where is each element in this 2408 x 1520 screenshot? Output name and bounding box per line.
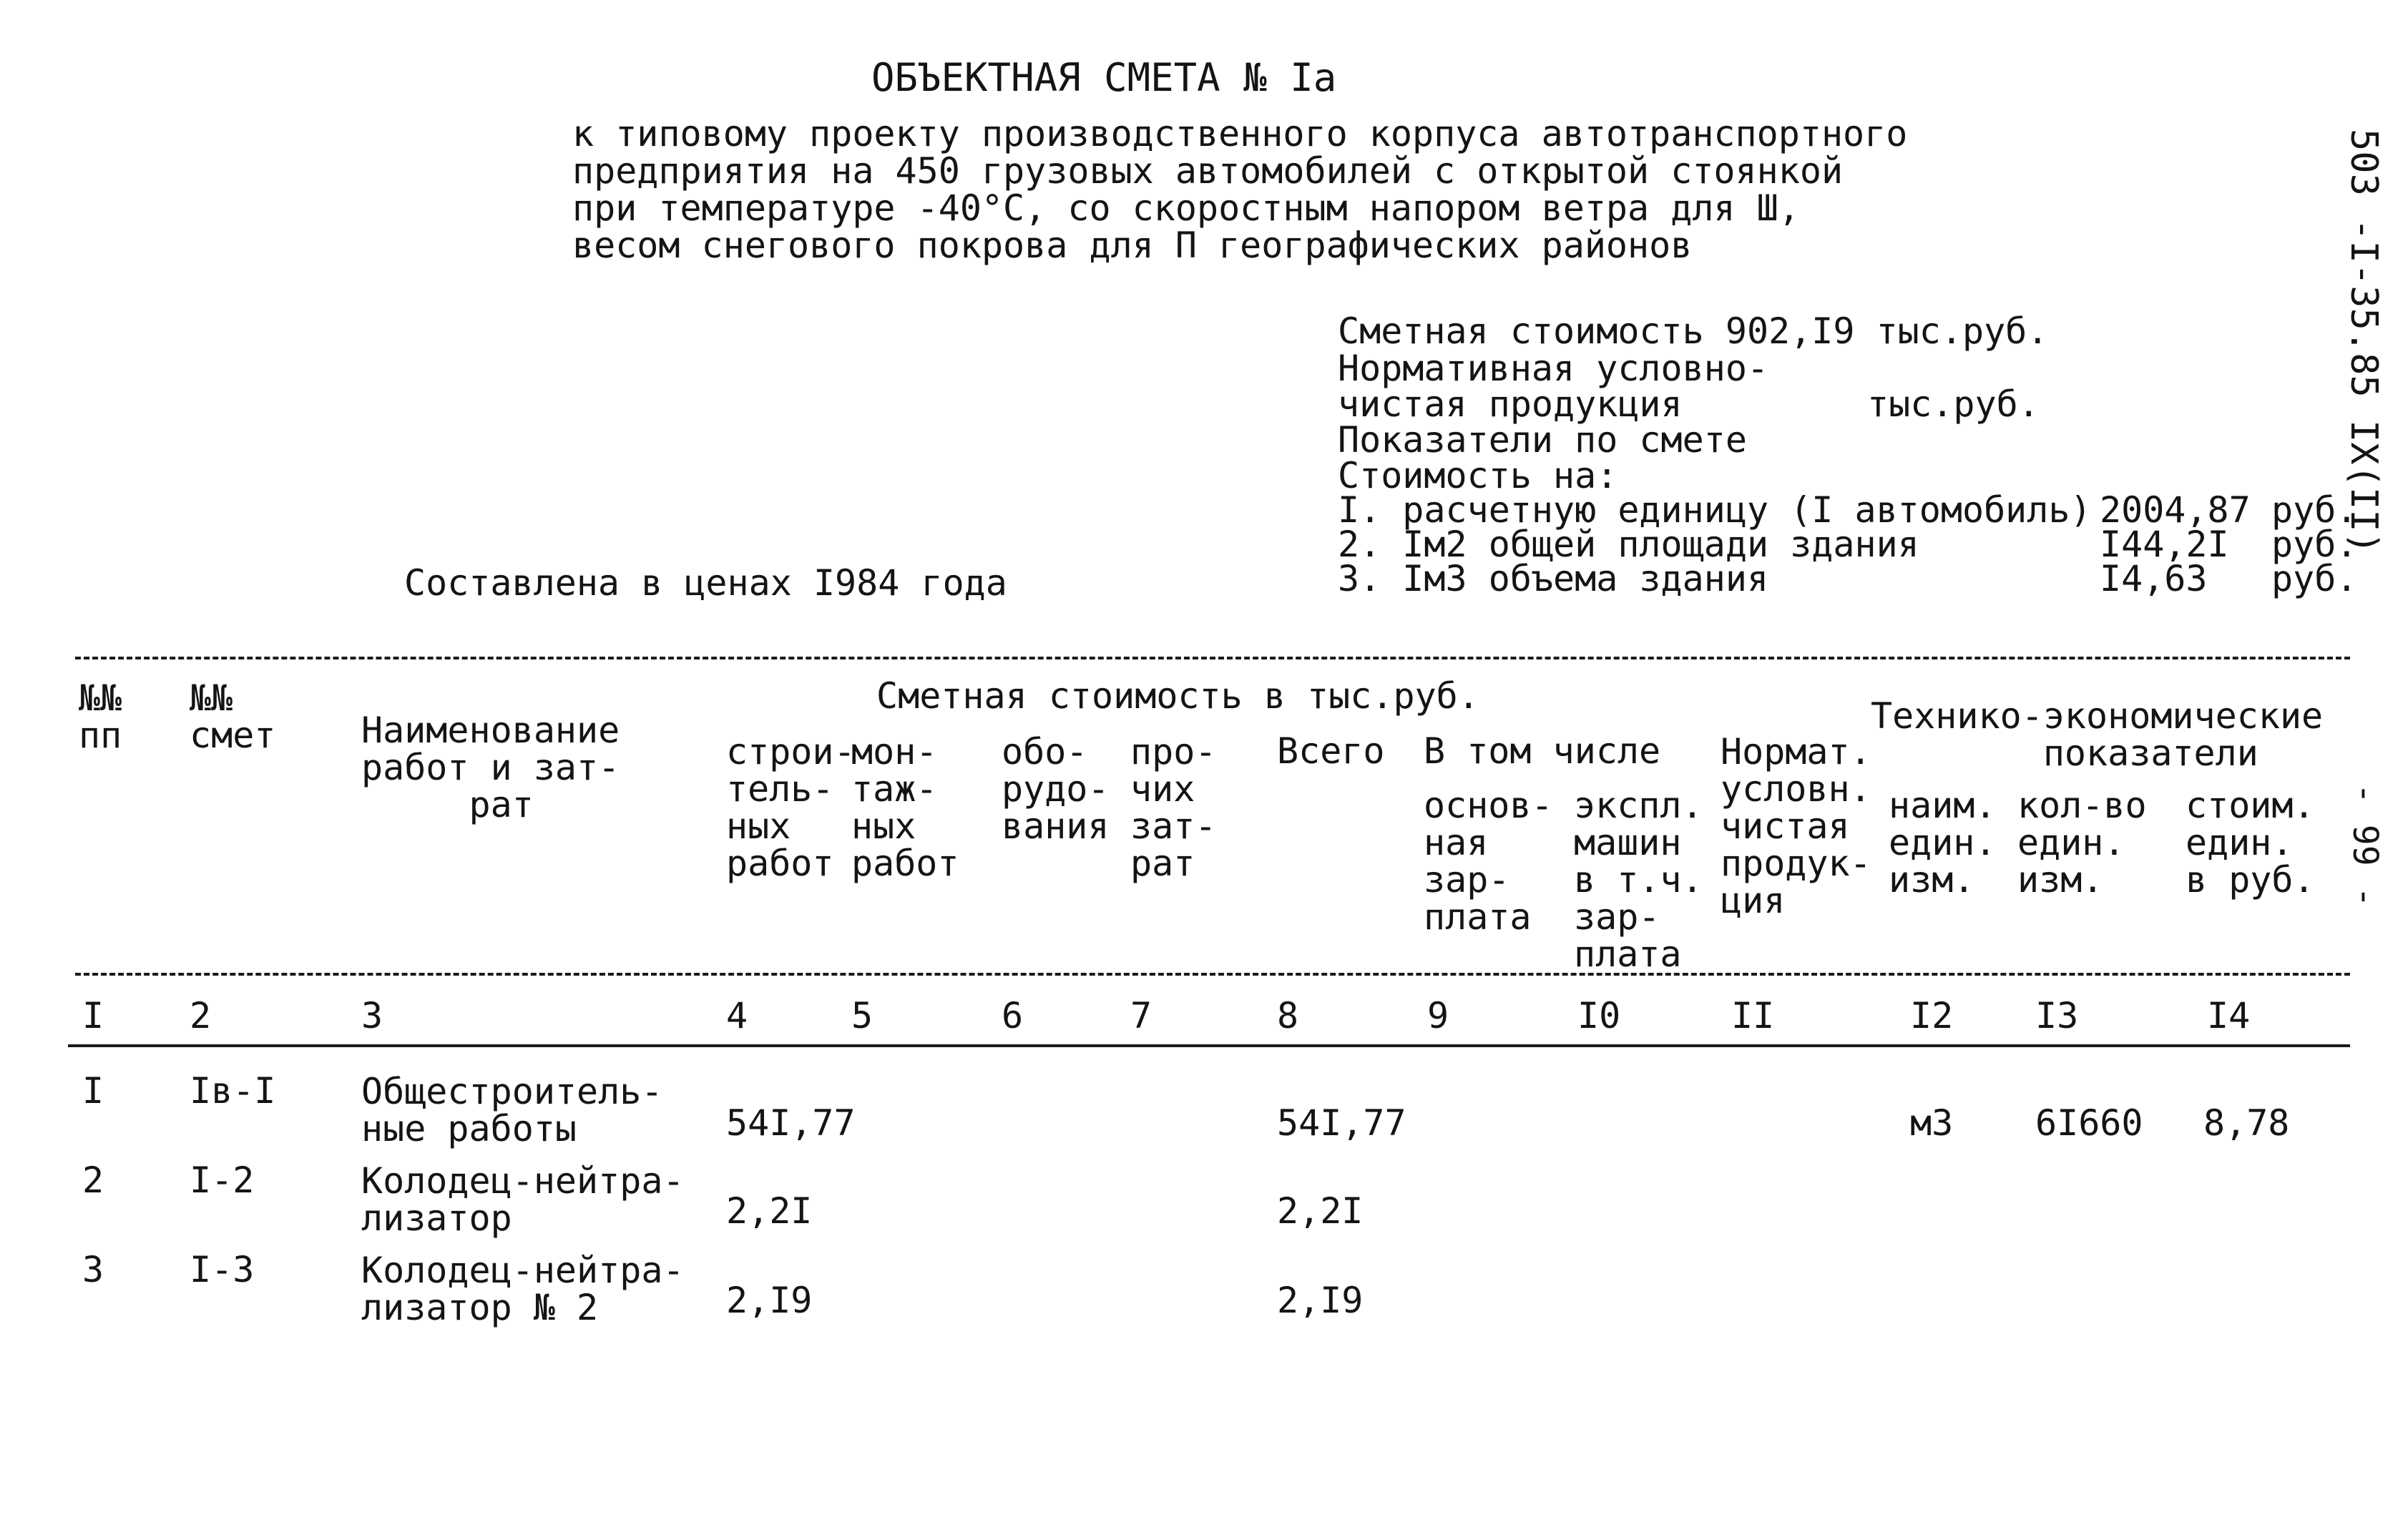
subtitle-line-1: к типовому проекту производственного корпуса автотранспортного — [572, 113, 1908, 155]
table-row-estimate: I-2 — [190, 1159, 255, 1201]
table-row-name: Колодец-нейтра- лизатор № 2 — [361, 1250, 685, 1328]
subtitle-line-4: весом снегового покрова для П географических районов — [572, 225, 1693, 266]
header-row-number: №№ пп — [79, 677, 122, 756]
table-row-number: I — [82, 1070, 104, 1112]
column-number: I — [82, 995, 104, 1036]
column-number: I3 — [2035, 995, 2079, 1036]
header-bottom-rule — [75, 973, 2350, 976]
indicator-value: I4,63 — [2100, 558, 2208, 599]
subtitle-line-2: предприятия на 450 грузовых автомобилей с открытой стоянкой — [572, 150, 1844, 192]
header-base-salary: основ- ная зар- плата — [1424, 785, 1553, 938]
indicator-label: 2. Iм2 общей площади здания — [1338, 524, 1919, 565]
column-number: I0 — [1577, 995, 1621, 1036]
header-tech-econ-group: Технико-экономические показатели — [1871, 695, 2324, 774]
indicator-unit: руб. — [2271, 489, 2358, 531]
header-unit-quantity: кол-во един. изм. — [2017, 785, 2147, 901]
normative-unit: тыс.руб. — [1867, 383, 2040, 425]
header-cost-group: Сметная стоимость в тыс.руб. — [876, 675, 1479, 717]
table-row-number: 2 — [82, 1159, 104, 1201]
indicator-unit: руб. — [2271, 524, 2358, 565]
total-cost: Сметная стоимость 902,I9 тыс.руб. — [1338, 310, 2049, 352]
table-row-name: Общестроитель- ные работы — [361, 1071, 663, 1149]
table-row-unit-cost: 8,78 — [2203, 1102, 2290, 1144]
header-machine-operation: экспл. машин в т.ч. зар- плата — [1574, 785, 1703, 975]
column-number: 4 — [726, 995, 748, 1036]
table-row-unit: м3 — [1910, 1102, 1954, 1144]
header-other-costs: про- чих зат- рат — [1130, 731, 1217, 884]
column-number: 6 — [1002, 995, 1024, 1036]
column-number: 5 — [851, 995, 873, 1036]
indicator-unit: руб. — [2271, 558, 2358, 599]
table-row-construction-cost: 2,I9 — [726, 1280, 813, 1321]
indicators-heading: Показатели по смете — [1338, 419, 1747, 461]
table-top-rule — [75, 657, 2350, 660]
indicator-label: I. расчетную единицу (I автомобиль) — [1338, 489, 2092, 531]
document-title: ОБЪЕКТНАЯ СМЕТА № Iа — [871, 55, 1337, 100]
table-row-total: 2,2I — [1277, 1190, 1364, 1232]
page-number: - 99 - — [2345, 783, 2385, 908]
header-equipment: обо- рудо- вания — [1002, 731, 1110, 847]
prices-note: Составлена в ценах I984 года — [404, 562, 1007, 604]
column-number: I2 — [1910, 995, 1954, 1036]
numbers-bottom-rule — [68, 1044, 2350, 1047]
document-code: 503 -I-35.85 IX(II) — [2342, 129, 2385, 554]
column-number: 8 — [1277, 995, 1299, 1036]
header-unit-cost: стоим. един. в руб. — [2186, 785, 2315, 901]
table-row-quantity: 6I660 — [2035, 1102, 2143, 1144]
indicator-value: 2004,87 — [2100, 489, 2251, 531]
header-estimate-number: №№ смет — [190, 677, 276, 756]
header-construction: строи- тель- ных работ — [726, 731, 856, 884]
column-number: I4 — [2207, 995, 2251, 1036]
indicator-label: 3. Iм3 объема здания — [1338, 558, 1769, 599]
normative-line-1: Нормативная условно- — [1338, 348, 1769, 389]
header-including-group: В том числе — [1424, 730, 1661, 772]
table-row-construction-cost: 54I,77 — [726, 1102, 856, 1144]
indicator-value: I44,2I — [2100, 524, 2229, 565]
table-row-construction-cost: 2,2I — [726, 1190, 813, 1232]
header-unit-name: наим. един. изм. — [1889, 785, 1997, 901]
subtitle-line-3: при температуре -40°С, со скоростным напором ветра для Ш, — [572, 187, 1800, 229]
table-row-total: 2,I9 — [1277, 1280, 1364, 1321]
table-row-estimate: I-3 — [190, 1249, 255, 1290]
cost-on-heading: Стоимость на: — [1338, 455, 1618, 496]
header-name-of-works: Наименование работ и зат- рат — [361, 710, 620, 825]
table-row-estimate: Iв-I — [190, 1070, 276, 1112]
header-total: Всего — [1277, 730, 1385, 772]
column-number: 2 — [190, 995, 212, 1036]
table-row-number: 3 — [82, 1249, 104, 1290]
column-number: II — [1731, 995, 1775, 1036]
column-number: 9 — [1427, 995, 1449, 1036]
table-row-total: 54I,77 — [1277, 1102, 1406, 1144]
table-row-name: Колодец-нейтра- лизатор — [361, 1160, 685, 1239]
column-number: 7 — [1130, 995, 1152, 1036]
column-number: 3 — [361, 995, 383, 1036]
header-installation: мон- таж- ных работ — [851, 731, 959, 884]
header-normative-product: Нормат. условн. чистая продук- ция — [1721, 731, 1871, 921]
normative-line-2: чистая продукция — [1338, 383, 1683, 425]
